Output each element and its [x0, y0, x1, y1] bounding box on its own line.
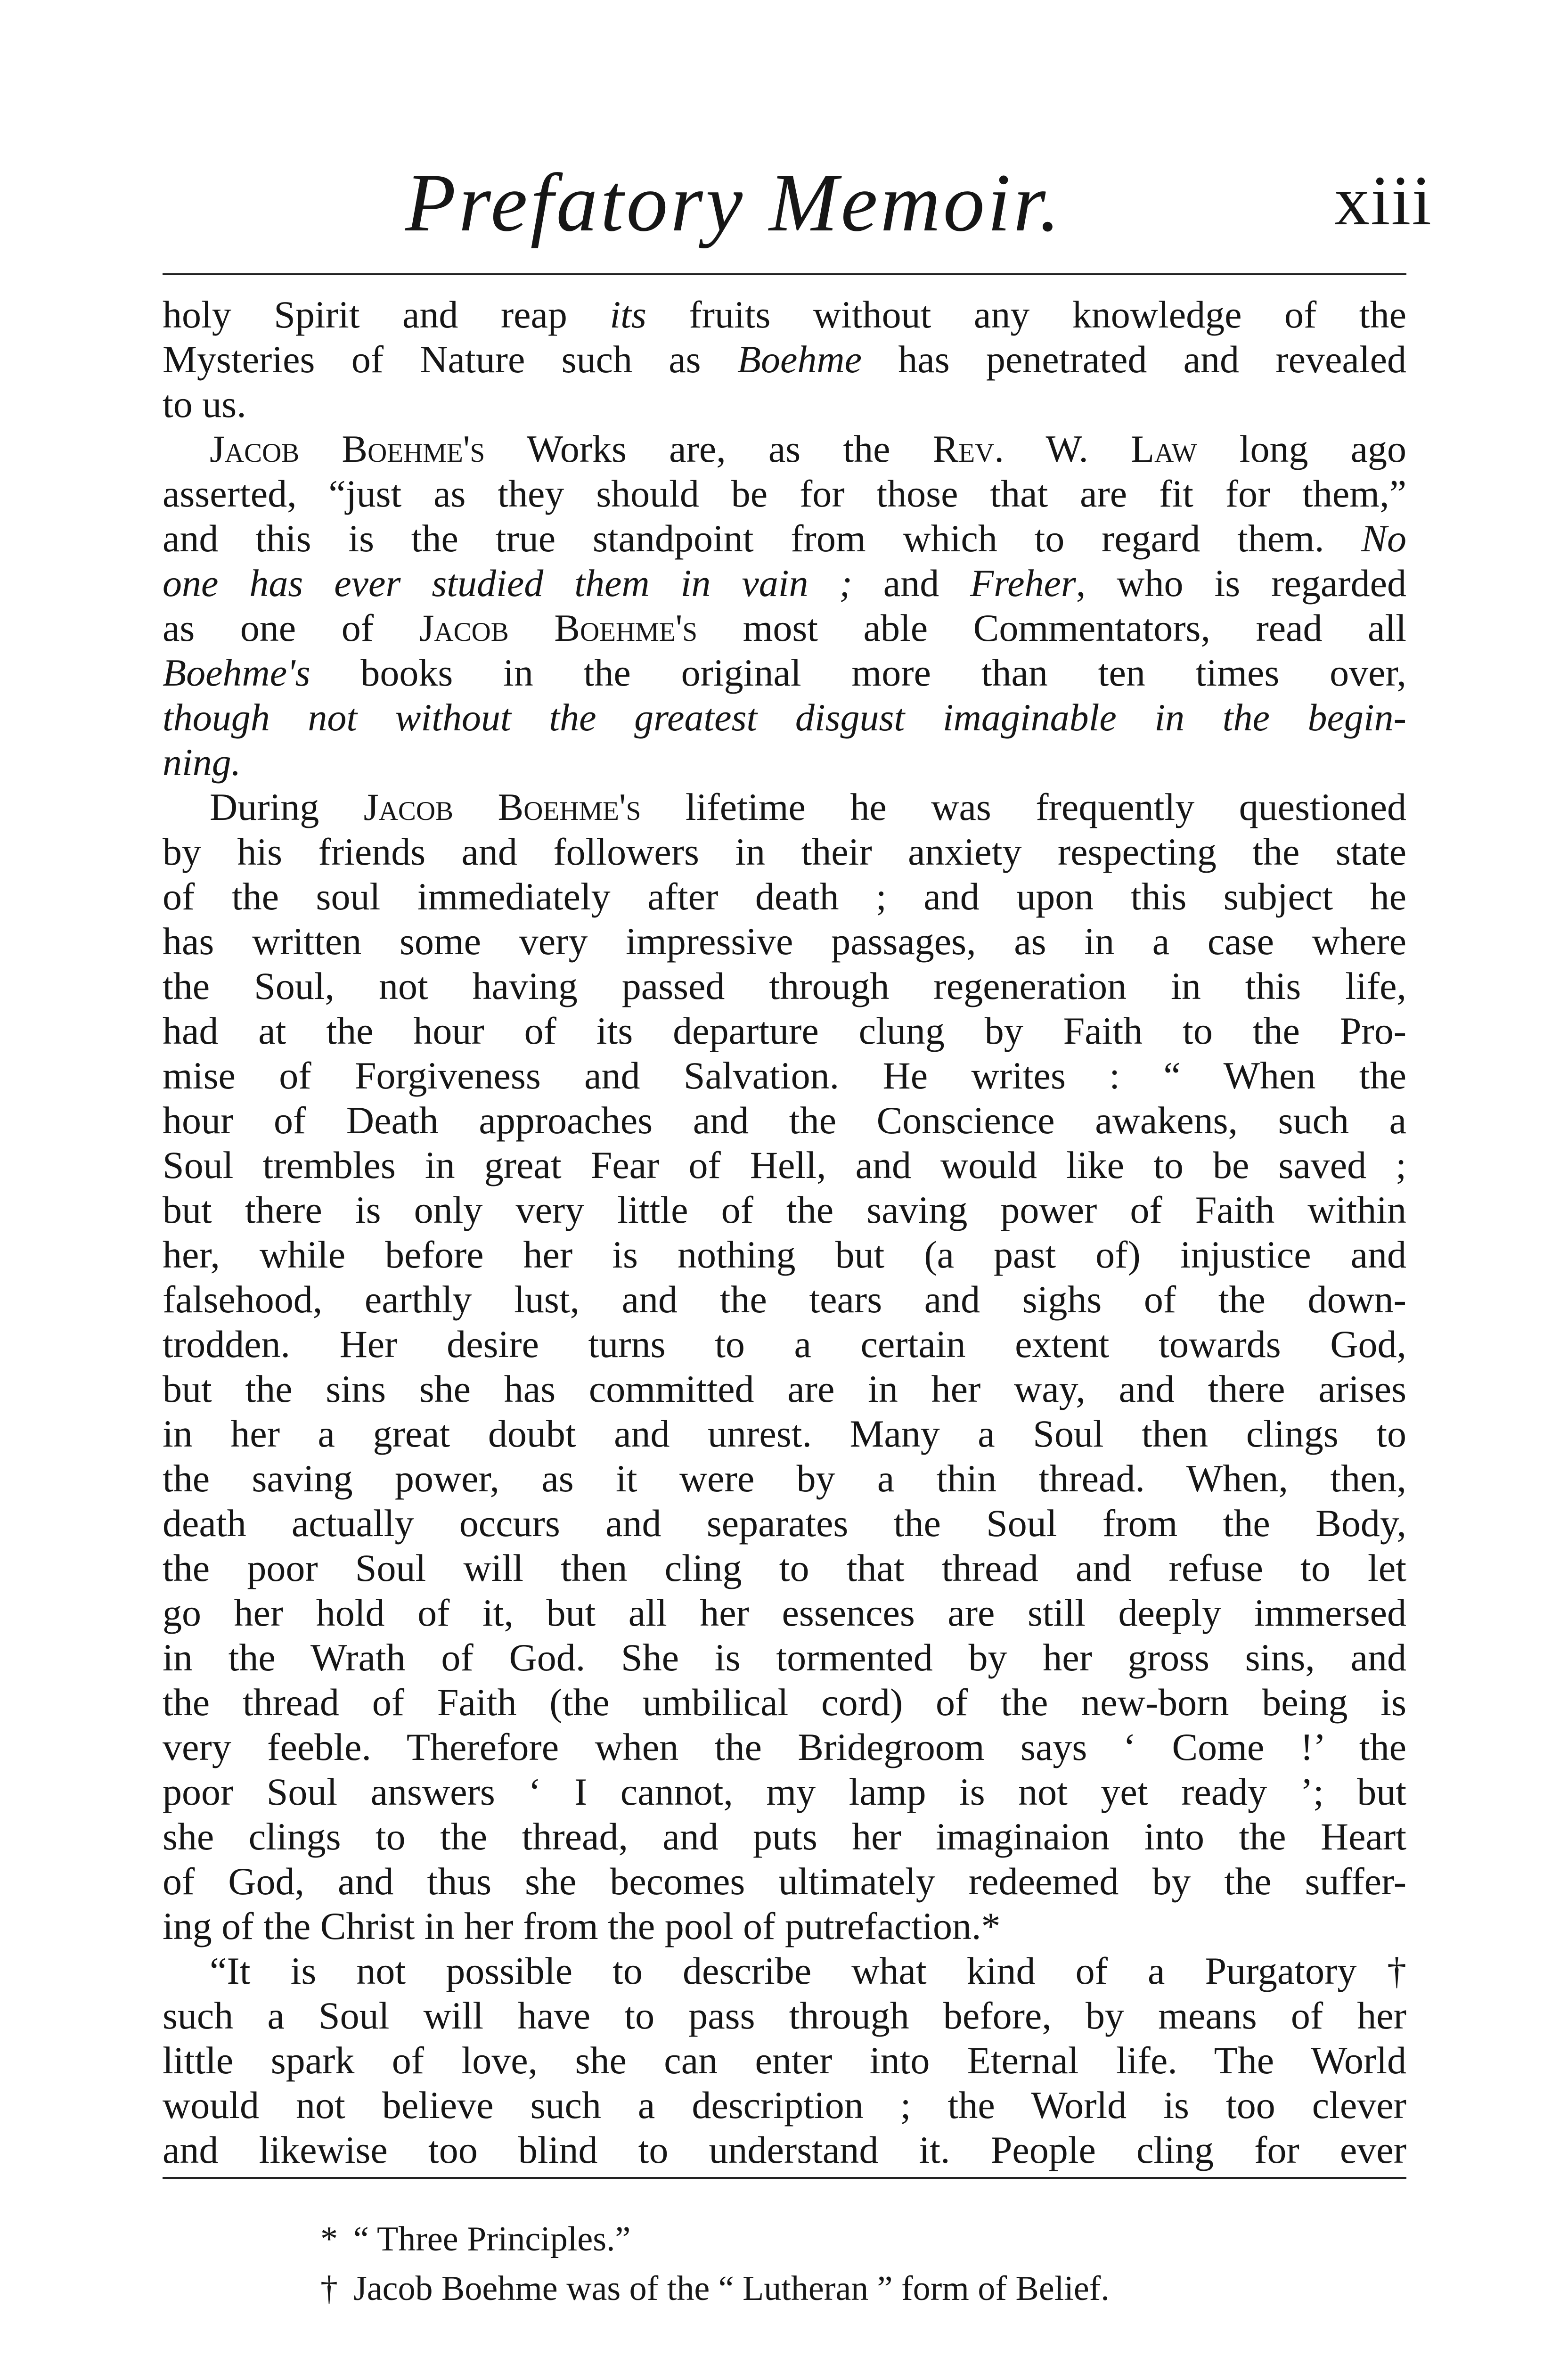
text-run: one has ever studied them in vain ; [163, 562, 852, 605]
text-run: Jacob Boehme's [363, 785, 641, 828]
text-run: hour of Death approaches and the Conscience awakens, such a [163, 1099, 1406, 1142]
text-run: her, while before her is nothing but (a past of) injustice and [163, 1233, 1406, 1276]
text-run: go her hold of it, but all her essences are still deeply immersed [163, 1591, 1406, 1634]
text-line [163, 561, 1406, 605]
text-line [163, 1322, 1406, 1366]
text-run: Soul trembles in great Fear of Hell, and would like to be saved ; [163, 1144, 1406, 1186]
text-run: trodden. Her desire turns to a certain extent towards God, [163, 1323, 1406, 1366]
text-run: lifetime he was frequently questioned [641, 785, 1406, 828]
footnote-text: “ Three Principles.” [353, 2220, 631, 2258]
text-line [163, 695, 1406, 740]
body-text [163, 292, 1406, 2172]
footnote-mark: * [320, 2220, 338, 2258]
text-run: has penetrated and revealed [862, 338, 1406, 381]
text-run: fruits without any knowledge of the [646, 293, 1406, 336]
text-run: the saving power, as it were by a thin thread. When, then, [163, 1457, 1406, 1500]
text-run: Freher [970, 562, 1076, 605]
text-line [163, 829, 1406, 874]
paragraph [163, 426, 1406, 785]
text-run: Mysteries of Nature such as [163, 338, 737, 381]
running-title: Prefatory Memoir. [405, 157, 1063, 249]
footnote-rule [163, 2177, 1406, 2179]
page-header [405, 155, 1432, 249]
text-line [163, 919, 1406, 964]
text-run: very feeble. Therefore when the Bridegroom says ‘ Come !’ the [163, 1726, 1406, 1768]
text-run: she clings to the thread, and puts her imaginaion into the Heart [163, 1815, 1406, 1858]
paragraph [163, 292, 1406, 426]
text-line [163, 1769, 1406, 1814]
footnotes [320, 2215, 1404, 2314]
text-line [163, 292, 1406, 337]
text-run: though not without the greatest disgust imaginable in the begin- [163, 696, 1406, 739]
text-line [163, 1725, 1406, 1769]
text-line [163, 1411, 1406, 1456]
text-run: ning. [163, 741, 241, 784]
text-line [163, 1143, 1406, 1187]
text-run: asserted, “just as they should be for those that are fit for them,” [163, 472, 1406, 515]
text-line [163, 605, 1406, 650]
text-run: of the soul immediately after death ; and upon this subject he [163, 875, 1406, 918]
footnote-mark: † [320, 2269, 338, 2308]
paragraph [163, 1948, 1406, 2172]
paragraph [163, 785, 1406, 1948]
text-run: and this is the true standpoint from which to regard them. [163, 517, 1362, 560]
text-line [163, 516, 1406, 561]
text-run: Boehme's [163, 651, 310, 694]
text-line [163, 1814, 1406, 1859]
text-run: as one of [163, 606, 419, 649]
text-run: , who is regarded [1076, 562, 1406, 605]
text-run: During [210, 785, 364, 828]
text-run: ing of the Christ in her from the pool of putrefaction.* [163, 1905, 1001, 1947]
text-line [163, 2038, 1406, 2083]
text-run: Jacob Boehme's [210, 427, 485, 470]
footnote-text: Jacob Boehme was of the “ Lutheran ” form of Belief. [353, 2269, 1110, 2308]
text-run: Works are, as the [485, 427, 933, 470]
text-line [163, 1859, 1406, 1904]
text-run: would not believe such a description ; the World is too clever [163, 2084, 1406, 2127]
text-line [163, 337, 1406, 382]
text-line [163, 650, 1406, 695]
text-run: most able Commentators, read all [697, 606, 1406, 649]
text-line [163, 2083, 1406, 2127]
text-run: but there is only very little of the saving power of Faith within [163, 1188, 1406, 1231]
text-run: Jacob Boehme's [419, 606, 698, 649]
text-run: its [610, 293, 646, 336]
text-line [163, 426, 1406, 471]
page-number: xiii [1334, 162, 1432, 240]
text-line [163, 1501, 1406, 1546]
text-line [163, 471, 1406, 516]
text-line [163, 1993, 1406, 2038]
text-line [163, 1948, 1406, 1993]
text-line [163, 382, 1406, 426]
text-run: has written some very impressive passages, as in a case where [163, 920, 1406, 963]
text-run: long ago [1197, 427, 1406, 470]
text-run: in the Wrath of God. She is tormented by her gross sins, and [163, 1636, 1406, 1679]
text-line [163, 1098, 1406, 1143]
text-line [163, 1590, 1406, 1635]
text-line [163, 964, 1406, 1008]
text-line [163, 785, 1406, 829]
text-line [163, 1366, 1406, 1411]
text-run: and [852, 562, 971, 605]
text-line [163, 874, 1406, 919]
text-run: such a Soul will have to pass through before, by means of her [163, 1994, 1406, 2037]
text-line [163, 1232, 1406, 1277]
footnote [320, 2264, 1404, 2314]
text-line [163, 1187, 1406, 1232]
text-run: poor Soul answers ‘ I cannot, my lamp is not yet ready ’; but [163, 1770, 1406, 1813]
text-run: “It is not possible to describe what kind of a Purgatory† [210, 1949, 1406, 1992]
text-run: had at the hour of its departure clung by Faith to the Pro- [163, 1009, 1406, 1052]
footnote [320, 2215, 1404, 2264]
text-run: the Soul, not having passed through regeneration in this life, [163, 965, 1406, 1007]
text-run: but the sins she has committed are in her way, and there arises [163, 1367, 1406, 1410]
text-run: holy Spirit and reap [163, 293, 610, 336]
text-run: death actually occurs and separates the Soul from the Body, [163, 1502, 1406, 1545]
text-run: by his friends and followers in their anxiety respecting the state [163, 830, 1406, 873]
text-line [163, 1008, 1406, 1053]
text-run: and likewise too blind to understand it. People cling for ever [163, 2128, 1406, 2171]
text-line [163, 1635, 1406, 1680]
text-line [163, 740, 1406, 785]
text-run: Boehme [737, 338, 862, 381]
text-line [163, 1680, 1406, 1725]
text-run: little spark of love, she can enter into Eternal life. The World [163, 2039, 1406, 2082]
text-line [163, 1053, 1406, 1098]
text-run: in her a great doubt and unrest. Many a Soul then clings to [163, 1412, 1406, 1455]
text-run: No [1361, 517, 1406, 560]
text-run: of God, and thus she becomes ultimately redeemed by the suffer- [163, 1860, 1406, 1903]
text-run: books in the original more than ten times over, [310, 651, 1406, 694]
header-rule [163, 273, 1406, 275]
text-line [163, 1456, 1406, 1501]
text-run: mise of Forgiveness and Salvation. He writes : “ When the [163, 1054, 1406, 1097]
text-run: the thread of Faith (the umbilical cord) of the new-born being is [163, 1681, 1406, 1724]
text-run: to us. [163, 383, 246, 425]
text-line [163, 1277, 1406, 1322]
text-line [163, 2127, 1406, 2172]
text-line [163, 1904, 1406, 1948]
text-run: falsehood, earthly lust, and the tears and sighs of the down- [163, 1278, 1406, 1321]
text-line [163, 1546, 1406, 1590]
text-run: Rev. W. Law [932, 427, 1197, 470]
text-run: the poor Soul will then cling to that thread and refuse to let [163, 1546, 1406, 1589]
